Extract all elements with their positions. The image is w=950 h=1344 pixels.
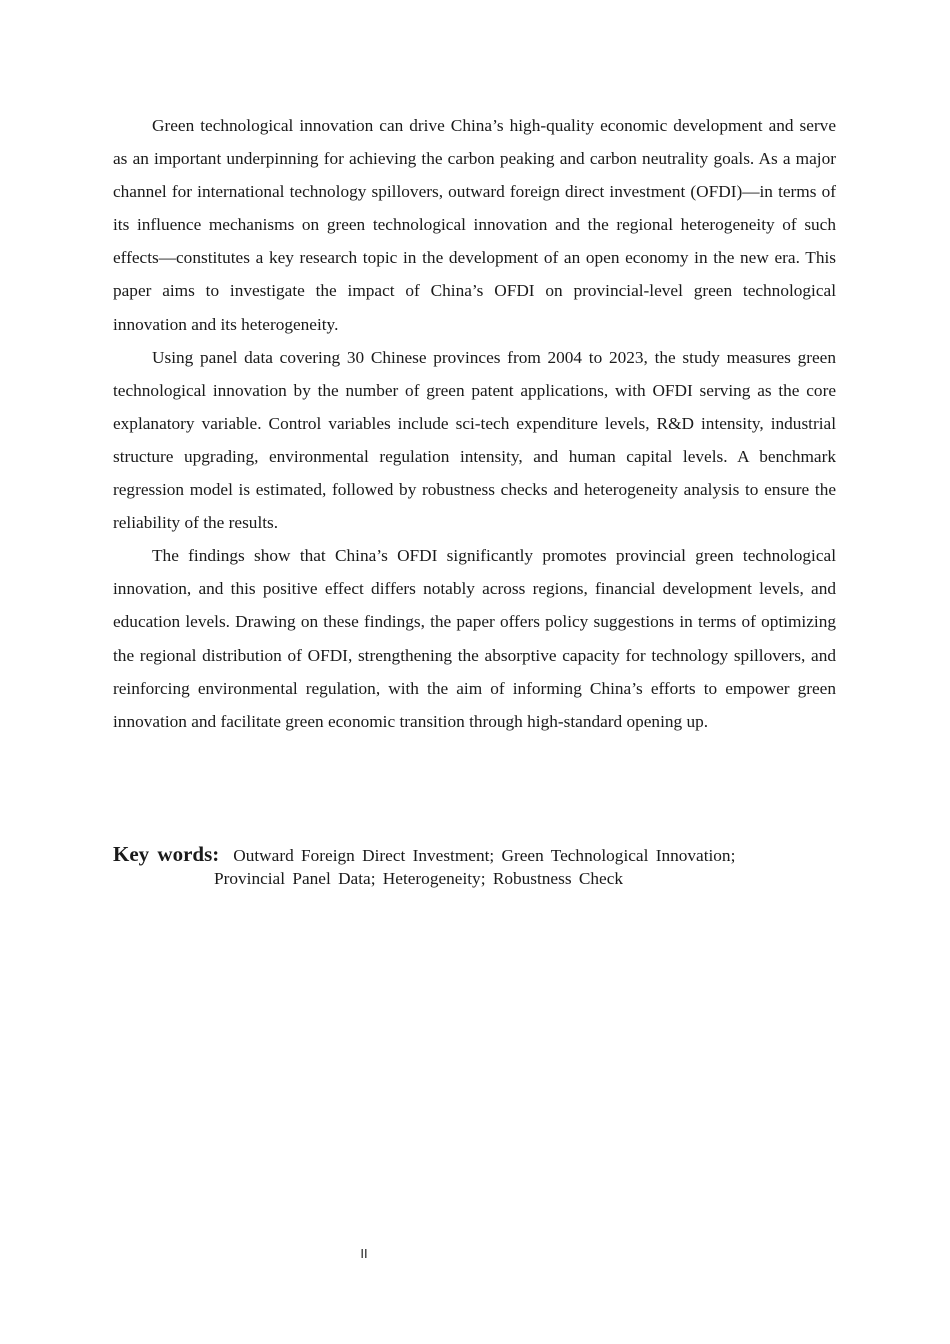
abstract-body	[113, 109, 836, 738]
keywords-line-1	[113, 843, 836, 867]
keywords-label: Key words:	[113, 842, 220, 866]
keywords-block	[113, 843, 836, 890]
page-number: II	[360, 1246, 368, 1261]
abstract-paragraph-3: The findings show that China’s OFDI significantly promotes provincial green technological innovation, and this positive effect differs notably across regions, financial development levels, and education levels. Drawing on these findings, the paper offers policy suggestions in terms of optimizing the regional distribution of OFDI, strengthening the absorptive capacity for technology spillovers, and reinforcing environmental regulation, with the aim of informing China’s efforts to empower green innovation and facilitate green economic transition through high-standard opening up.	[113, 546, 836, 731]
keywords-text-1: Outward Foreign Direct Investment; Green Technological Innovation;	[233, 846, 736, 865]
abstract-paragraph-2: Using panel data covering 30 Chinese provinces from 2004 to 2023, the study measures green technological innovation by the number of green patent applications, with OFDI serving as the core explanatory variable. Control variables include sci-tech expenditure levels, R&D intensity, industrial structure upgrading, environmental regulation intensity, and human capital levels. A benchmark regression model is estimated, followed by robustness checks and heterogeneity analysis to ensure the reliability of the results.	[113, 347, 836, 533]
abstract-paragraph-1: Green technological innovation can drive China’s high-quality economic development and serve as an important underpinning for achieving the carbon peaking and carbon neutrality goals. As a major channel for international technology spillovers, outward foreign direct investment (OFDI)—in terms of its influence mechanisms on green technological innovation and the regional heterogeneity of such effects—constitutes a key research topic in the development of an open economy in the new era. This paper aims to investigate the impact of China’s OFDI on provincial-level green technological innovation and its heterogeneity.	[113, 116, 836, 334]
keywords-text-2: Provincial Panel Data; Heterogeneity; Robustness Check	[214, 869, 624, 888]
